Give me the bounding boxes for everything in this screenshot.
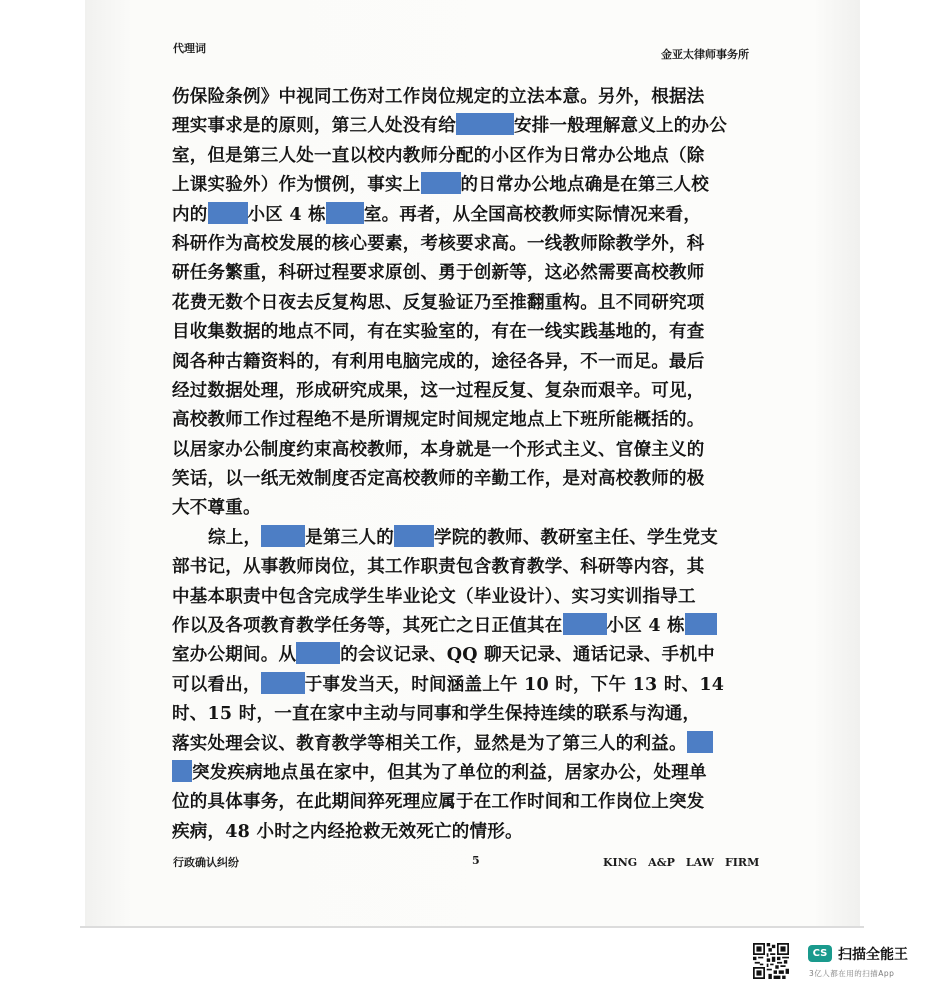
line-text: 小区 4 栋 [606,616,685,637]
footer-case-type: 行政确认纠纷 [173,856,239,869]
line-text: 的日常办公地点确是在第三人校 [460,175,709,196]
redaction-box [261,672,305,694]
line-text: 的会议记录、QQ 聊天记录、通话记录、手机中 [340,645,715,666]
body-line [172,494,782,523]
line-text: 上课实验外）作为惯例，事实上 [172,175,421,196]
paragraph-indent [172,525,208,546]
line-text: 可以看出， [172,674,261,695]
body-line [172,83,782,112]
page-bottom-edge [80,926,864,928]
redaction-box [456,113,514,135]
body-line [172,259,782,288]
body-line [172,700,782,729]
line-text: 室，但是第三人处一直以校内教师分配的小区作为日常办公地点（除 [172,145,705,166]
line-text: 大不尊重。 [172,498,261,519]
body-line [172,289,782,318]
line-text: 阅各种古籍资料的，有利用电脑完成的，途径各异，不一而足。最后 [172,351,705,372]
body-line [172,230,782,259]
line-text: 中基本职责中包含完成学生毕业论文（毕业设计）、实习实训指导工 [172,586,696,607]
body-line [172,171,782,200]
line-text: 室办公期间。从 [172,645,297,666]
line-text: 部书记，从事教师岗位，其工作职责包含教育教学、科研等内容，其 [172,557,705,578]
body-line [172,318,782,347]
line-text: 以居家办公制度约束高校教师，本身就是一个形式主义、官僚主义的 [172,439,705,460]
redaction-box [421,172,461,194]
line-text: 位的具体事务，在此期间猝死理应属于在工作时间和工作岗位上突发 [172,792,705,813]
body-line [172,406,782,435]
document-body [172,83,782,847]
footer-firm-name: KING A&P LAW FIRM [603,856,760,869]
line-text: 小区 4 栋 [247,204,326,225]
line-text: 内的 [172,204,208,225]
line-text: 理实事求是的原则，第三人处没有给 [172,116,456,137]
body-line [172,730,782,759]
redaction-box [687,731,713,753]
qr-code-icon [753,943,789,979]
body-line [172,377,782,406]
line-text: 笑话，以一纸无效制度否定高校教师的辛勤工作，是对高校教师的极 [172,469,705,490]
body-line [172,348,782,377]
redaction-box [326,202,364,224]
line-text: 高校教师工作过程绝不是所谓规定时间规定地点上下班所能概括的。 [172,410,705,431]
line-text: 综上， [208,527,262,548]
redaction-box [563,613,607,635]
line-text: 伤保险条例》中视同工伤对工作岗位规定的立法本意。另外，根据法 [172,87,705,107]
redaction-box [261,525,305,547]
line-text: 目收集数据的地点不同，有在实验室的，有在一线实践基地的，有查 [172,322,705,343]
scanner-watermark [753,943,923,981]
redaction-box [394,525,434,547]
body-line [172,553,782,582]
body-line [172,612,782,641]
footer-page-number: 5 [472,854,480,867]
camscanner-logo-icon: CS [808,945,832,962]
line-text: 学院的教师、教研室主任、学生党支 [434,527,718,548]
line-text: 是第三人的 [305,527,394,548]
line-text: 疾病，48 小时之内经抢救无效死亡的情形。 [172,821,523,842]
redaction-box [208,202,248,224]
scanner-app-name: 扫描全能王 [838,947,908,963]
line-text: 研任务繁重，科研过程要求原创、勇于创新等，这必然需要高校教师 [172,263,705,284]
line-text: 室。再者，从全国高校教师实际情况来看， [363,204,702,225]
line-text: 于事发当天，时间涵盖上午 10 时，下午 13 时、14 [304,674,725,695]
body-line [172,671,782,700]
redaction-box [172,760,192,782]
line-text: 花费无数个日夜去反复构思、反复验证乃至推翻重构。且不同研究项 [172,292,705,313]
body-line [172,142,782,171]
header-left-title: 代理词 [173,42,206,55]
body-line [172,818,782,847]
scanner-app-tagline: 3亿人都在用的扫描App [809,969,895,978]
line-text: 作以及各项教育教学任务等，其死亡之日正值其在 [172,616,563,637]
line-text: 安排一般理解意义上的办公 [514,116,727,137]
redaction-box [296,642,340,664]
body-line [172,465,782,494]
line-text: 落实处理会议、教育教学等相关工作，显然是为了第三人的利益。 [172,733,687,754]
body-line [172,112,782,141]
line-text: 科研作为高校发展的核心要素，考核要求高。一线教师除教学外，科 [172,233,705,254]
body-line [172,788,782,817]
body-line [172,524,782,553]
body-line [172,583,782,612]
body-line [172,759,782,788]
line-text: 突发疾病地点虽在家中，但其为了单位的利益，居家办公，处理单 [192,762,707,783]
body-line [172,641,782,670]
line-text: 时、15 时，一直在家中主动与同事和学生保持连续的联系与沟通， [172,704,701,725]
header-right-firm: 金亚太律师事务所 [661,48,749,61]
redaction-box [685,613,717,635]
body-line [172,436,782,465]
line-text: 经过数据处理，形成研究成果，这一过程反复、复杂而艰辛。可见， [172,380,705,401]
body-line [172,201,782,230]
